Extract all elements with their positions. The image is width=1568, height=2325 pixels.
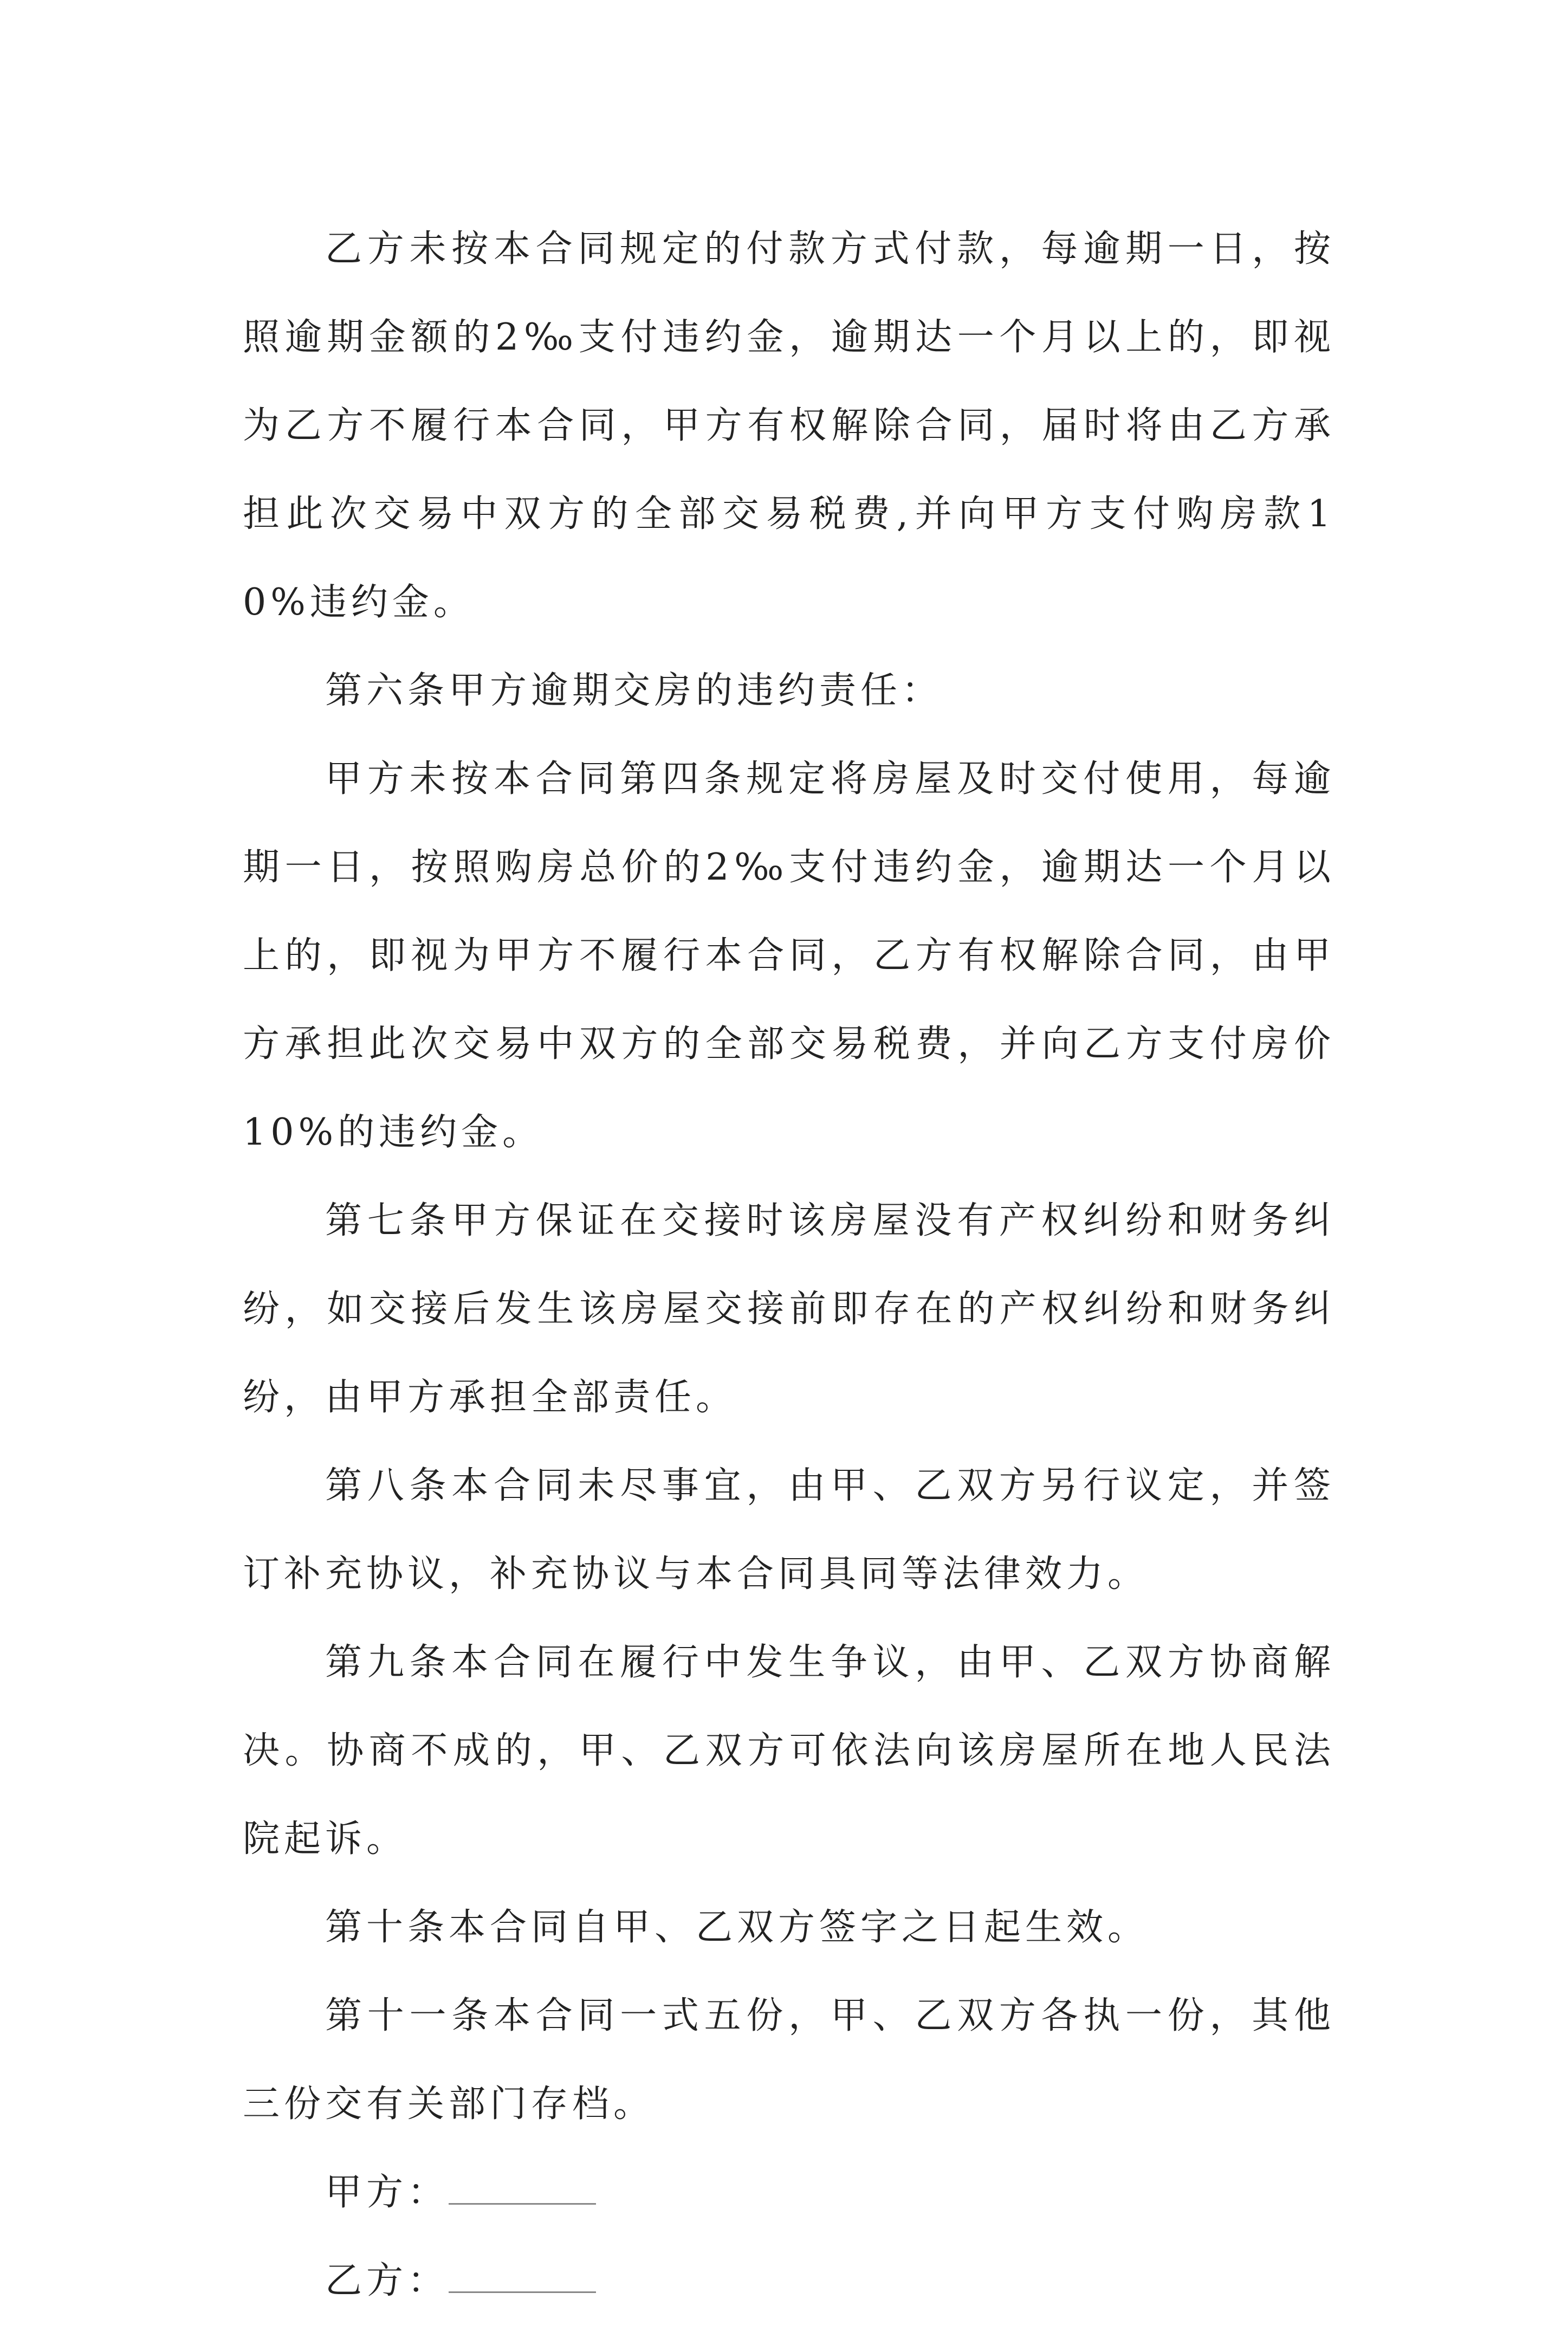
- party-b-signature-blank: [449, 2259, 596, 2293]
- clause-8: 第八条本合同未尽事宜，由甲、乙双方另行议定，并签订补充协议，补充协议与本合同具同等法律效力。: [243, 1464, 1335, 1596]
- clause-late-payment-text: 乙方未按本合同规定的付款方式付款，每逾期一日，按照逾期金额的2‰支付违约金，逾期达一个月以上的，即视为乙方不履行本合同，甲方有权解除合同，届时将由乙方承担此次交易中双方的全部交易税费,并向甲方支付购房款10%违约金。: [243, 228, 1335, 624]
- clause-7: 第七条甲方保证在交接时该房屋没有产权纠纷和财务纠纷，如交接后发生该房屋交接前即存在的产权纠纷和财务纠纷，由甲方承担全部责任。: [243, 1199, 1335, 1419]
- clause-6-heading: 第六条甲方逾期交房的违约责任：: [325, 669, 943, 712]
- party-a-signature-blank: [449, 2171, 596, 2205]
- party-a-label: 甲方：: [325, 2171, 449, 2214]
- clause-9: 第九条本合同在履行中发生争议，由甲、乙双方协商解决。协商不成的，甲、乙双方可依法向该房屋所在地人民法院起诉。: [243, 1641, 1335, 1861]
- clause-11: 第十一条本合同一式五份，甲、乙双方各执一份，其他三份交有关部门存档。: [243, 1994, 1335, 2126]
- party-b-signature-line: [243, 2237, 1335, 2325]
- clause-6-text: 甲方未按本合同第四条规定将房屋及时交付使用，每逾期一日，按照购房总价的2‰支付违约金，逾期达一个月以上的，即视为甲方不履行本合同，乙方有权解除合同，由甲方承担此次交易中双方的全部交易税费，并向乙方支付房价10%的违约金。: [243, 758, 1335, 1154]
- clause-10: 第十条本合同自甲、乙双方签字之日起生效。: [325, 1906, 1149, 1949]
- party-b-label: 乙方：: [325, 2259, 449, 2302]
- party-a-signature-line: [243, 2148, 1335, 2237]
- contract-body: [243, 205, 1335, 2325]
